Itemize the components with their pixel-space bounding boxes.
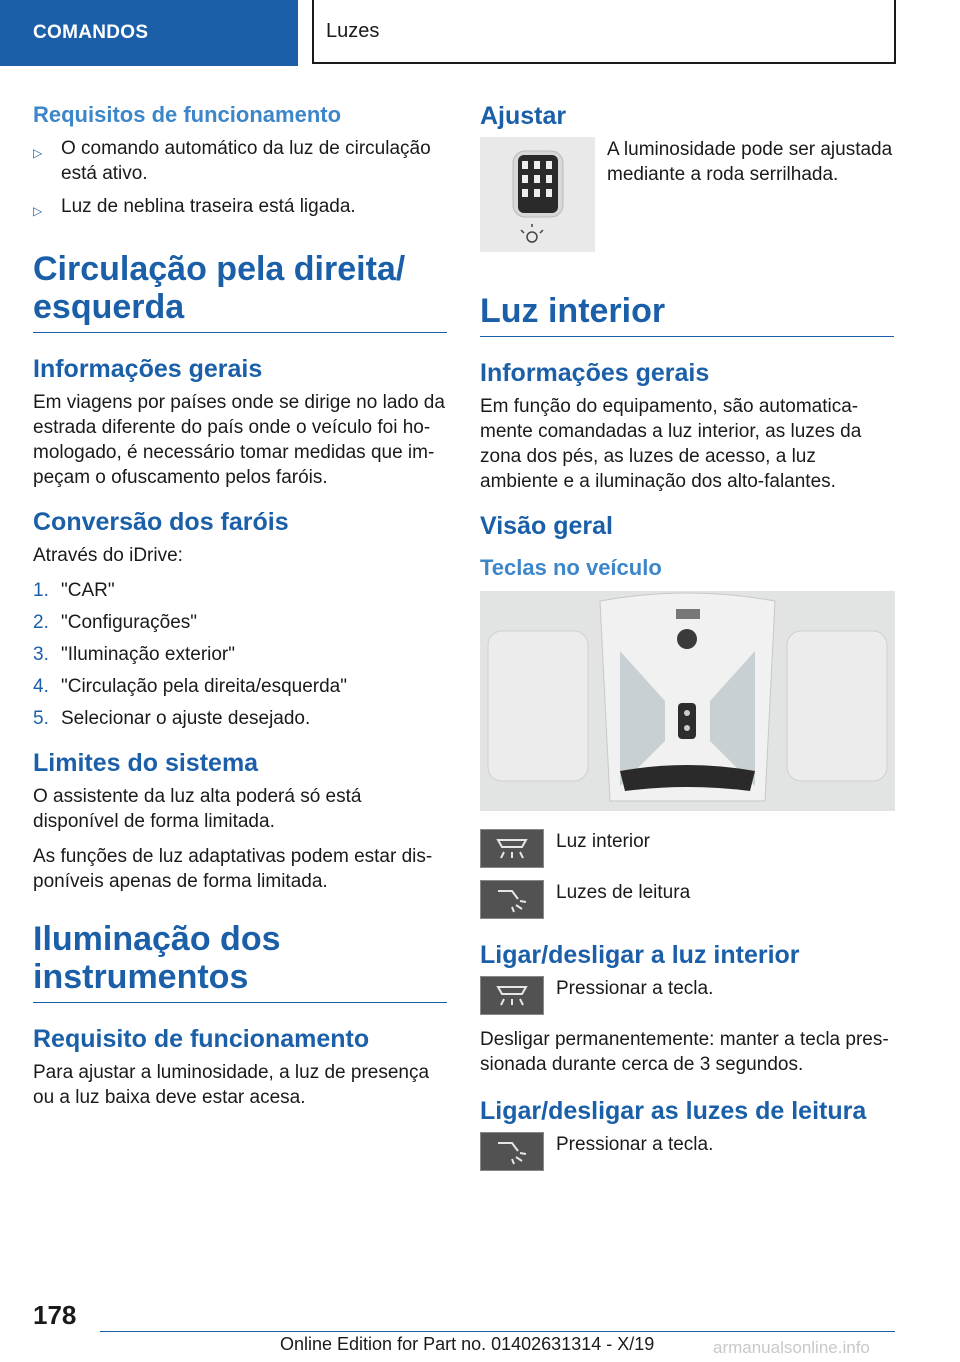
requirements-heading: Requisitos de funcionamento: [33, 102, 342, 127]
general-info-text: Em viagens por países onde se dirige no lado da estrada diferente do país onde o veículo foi ho-mologado, é necessário tomar medidas que im-peçam o ofuscamento pelos faróis.: [33, 392, 445, 488]
interior-light-key-icon: [480, 829, 544, 868]
section-tab: COMANDOS: [0, 0, 298, 66]
reading-light-key-icon: [480, 880, 544, 919]
instrument-requirement-heading: Requisito de funcionamento: [33, 1025, 370, 1053]
dimmer-wheel-image: [480, 137, 595, 252]
interior-light-label: Luz interior: [556, 831, 650, 852]
reading-light-key-icon: [480, 1132, 544, 1171]
footer-divider: [100, 1331, 895, 1332]
page-number: 178: [33, 1300, 77, 1330]
general-info-heading: Informações gerais: [33, 355, 263, 383]
system-limits-heading: Limites do sistema: [33, 749, 259, 777]
circulation-heading: Circulação pela direita/ esquerda: [33, 250, 447, 333]
key-row-reading-lights: [480, 880, 894, 919]
step-item: 2. "Configurações": [33, 612, 198, 633]
reading-onoff-text: Pressionar a tecla.: [556, 1134, 714, 1155]
triangle-bullet-icon: ▷: [33, 204, 43, 218]
system-limits-text-1: O assistente da luz alta poderá só está disponível de forma limitada.: [33, 786, 362, 832]
requirements-list: [33, 136, 447, 224]
step-item: 3. "Iluminação exterior": [33, 644, 236, 665]
interior-light-key-icon: [480, 976, 544, 1015]
vehicle-keys-heading: Teclas no veículo: [480, 555, 662, 580]
permanent-off-text: Desligar permanentemente: manter a tecla pres-sionada durante cerca de 3 segundos.: [480, 1029, 889, 1075]
interior-onoff-text: Pressionar a tecla.: [556, 978, 714, 999]
reading-onoff-row: [480, 1132, 894, 1171]
interior-info-text: Em função do equipamento, são automatica-mente comandadas a luz interior, as luzes da zona dos pés, as luzes de acesso, a luz ambiente e a iluminação dos alto-falantes.: [480, 396, 862, 492]
system-limits-text-2: As funções de luz adaptativas podem estar dis-poníveis apenas de forma limitada.: [33, 846, 433, 892]
interior-onoff-heading: Ligar/desligar a luz interior: [480, 941, 800, 969]
list-item: ▷ Luz de neblina traseira está ligada.: [33, 194, 447, 224]
reading-onoff-heading: Ligar/desligar as luzes de leitura: [480, 1097, 867, 1125]
step-item: 1. "CAR": [33, 580, 115, 601]
overhead-console-image: [480, 591, 895, 811]
triangle-bullet-icon: ▷: [33, 146, 43, 160]
list-item: ▷ O comando automático da luz de circulação está ativo.: [33, 138, 431, 184]
step-item: 5. Selecionar o ajuste desejado.: [33, 708, 311, 729]
conversion-intro: Através do iDrive:: [33, 545, 183, 566]
right-column: [480, 100, 894, 1183]
interior-onoff-row: [480, 976, 894, 1015]
chapter-title: Luzes: [312, 0, 896, 64]
adjust-figure-row: [480, 137, 894, 252]
overview-heading: Visão geral: [480, 512, 613, 540]
conversion-steps: [33, 578, 447, 731]
adjust-heading: Ajustar: [480, 102, 567, 130]
step-item: 4. "Circulação pela direita/esquerda": [33, 676, 347, 697]
adjust-text: A luminosidade pode ser ajustada mediante a roda serrilhada.: [607, 139, 893, 185]
instrument-requirement-text: Para ajustar a luminosidade, a luz de presença ou a luz baixa deve estar acesa.: [33, 1062, 430, 1108]
key-row-interior-light: [480, 829, 894, 868]
interior-info-heading: Informações gerais: [480, 359, 710, 387]
edition-info: Online Edition for Part no. 01402631314 - X/19: [280, 1334, 655, 1354]
watermark: armanualsonline.info: [713, 1338, 870, 1357]
interior-light-heading: Luz interior: [480, 292, 894, 337]
headlight-conversion-heading: Conversão dos faróis: [33, 508, 289, 536]
instrument-lighting-heading: Iluminação dos instrumentos: [33, 920, 447, 1003]
left-column: [33, 100, 447, 1120]
reading-lights-label: Luzes de leitura: [556, 882, 691, 903]
